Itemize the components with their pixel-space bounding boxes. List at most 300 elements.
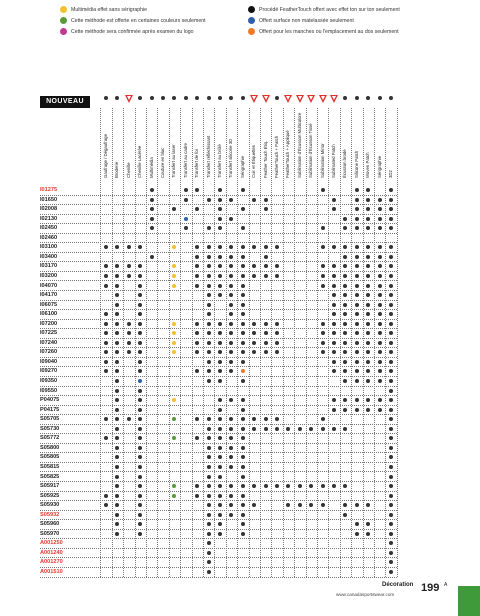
availability-dot [355, 369, 359, 373]
product-code: S05960 [40, 521, 60, 528]
availability-dot [275, 245, 279, 249]
product-code: A001250 [40, 540, 63, 547]
availability-dot [355, 217, 359, 221]
availability-dot [229, 369, 233, 373]
availability-dot [172, 331, 176, 335]
availability-dot [252, 322, 256, 326]
availability-dot [343, 284, 347, 288]
availability-dot [218, 446, 222, 450]
availability-dot [389, 322, 393, 326]
availability-dot [252, 274, 256, 278]
availability-dot [275, 427, 279, 431]
availability-dot [309, 427, 313, 431]
availability-dot [207, 360, 211, 364]
availability-dot [252, 341, 256, 345]
availability-dot [389, 427, 393, 431]
column-header: Transfert silicone 3D [228, 138, 234, 178]
availability-dot [229, 360, 233, 364]
availability-dot [321, 427, 325, 431]
row-divider [40, 500, 397, 501]
availability-dot [241, 446, 245, 450]
availability-dot [389, 475, 393, 479]
availability-dot [343, 331, 347, 335]
availability-dot [241, 484, 245, 488]
row-divider [40, 366, 397, 367]
row-divider [40, 443, 397, 444]
availability-dot [195, 322, 199, 326]
column-marker-dot [161, 96, 165, 100]
availability-dot [366, 255, 370, 259]
availability-dot [172, 284, 176, 288]
availability-dot [343, 379, 347, 383]
availability-dot [218, 484, 222, 488]
availability-dot [378, 350, 382, 354]
availability-dot [378, 264, 382, 268]
availability-dot [366, 350, 370, 354]
availability-dot [207, 455, 211, 459]
availability-dot [378, 284, 382, 288]
availability-dot [150, 198, 154, 202]
availability-dot [241, 503, 245, 507]
availability-dot [366, 360, 370, 364]
column-marker-dot [355, 96, 359, 100]
availability-dot [218, 284, 222, 288]
availability-dot [195, 484, 199, 488]
availability-dot [241, 322, 245, 326]
availability-dot [207, 465, 211, 469]
availability-dot [172, 398, 176, 402]
column-marker-dot [229, 96, 233, 100]
availability-dot [252, 264, 256, 268]
availability-dot [218, 494, 222, 498]
row-divider [40, 280, 397, 281]
new-badge: NOUVEAU [40, 96, 90, 108]
availability-dot [138, 513, 142, 517]
row-divider [40, 338, 397, 339]
availability-dot [115, 398, 119, 402]
availability-dot [275, 341, 279, 345]
availability-dot [195, 207, 199, 211]
availability-dot [218, 226, 222, 230]
availability-dot [218, 522, 222, 526]
column-divider [203, 108, 204, 577]
warning-triangle-icon [296, 95, 304, 103]
column-header: FeatherTouch + Appliqué [285, 130, 291, 178]
product-code: I06075 [40, 301, 58, 308]
availability-dot [104, 503, 108, 507]
availability-dot [138, 312, 142, 316]
availability-dot [343, 513, 347, 517]
availability-dot [389, 513, 393, 517]
availability-dot [389, 417, 393, 421]
column-header: Écusson brodé [342, 149, 348, 178]
availability-dot [252, 484, 256, 488]
availability-dot [389, 303, 393, 307]
availability-dot [321, 350, 325, 354]
availability-dot [218, 350, 222, 354]
column-divider [385, 108, 386, 577]
availability-dot [218, 427, 222, 431]
availability-dot [355, 322, 359, 326]
product-code: I03200 [40, 272, 58, 279]
product-code: I01650 [40, 196, 58, 203]
row-divider [40, 300, 397, 301]
column-divider [283, 108, 284, 577]
availability-dot [127, 350, 131, 354]
availability-dot [389, 398, 393, 402]
row-divider [40, 347, 397, 348]
availability-dot [218, 255, 222, 259]
availability-dot [150, 217, 154, 221]
availability-dot [309, 484, 313, 488]
availability-dot [218, 188, 222, 192]
product-code: S05800 [40, 444, 60, 451]
availability-dot [332, 293, 336, 297]
availability-dot [343, 427, 347, 431]
availability-dot [115, 379, 119, 383]
availability-dot [115, 331, 119, 335]
availability-dot [229, 427, 233, 431]
availability-dot [150, 255, 154, 259]
availability-dot [321, 226, 325, 230]
column-marker-dot [343, 96, 347, 100]
product-code: A001270 [40, 559, 63, 566]
footer-url[interactable]: www.canadasportswear.com [336, 592, 395, 597]
row-divider [40, 462, 397, 463]
row-divider [40, 471, 397, 472]
availability-dot [218, 513, 222, 517]
column-divider [226, 108, 227, 577]
availability-dot [275, 417, 279, 421]
availability-dot [241, 475, 245, 479]
availability-dot [195, 188, 199, 192]
availability-dot [332, 360, 336, 364]
row-divider [40, 452, 397, 453]
product-code: I04170 [40, 292, 58, 299]
availability-dot [207, 532, 211, 536]
availability-dot [138, 284, 142, 288]
availability-dot [241, 255, 245, 259]
availability-dot [218, 408, 222, 412]
availability-dot [172, 494, 176, 498]
availability-dot [207, 331, 211, 335]
product-code: I09270 [40, 368, 58, 375]
availability-dot [366, 217, 370, 221]
availability-dot [343, 408, 347, 412]
availability-dot [378, 217, 382, 221]
availability-dot [207, 570, 211, 574]
availability-dot [207, 379, 211, 383]
column-header: Feather Touch Étiq. [262, 140, 268, 178]
availability-dot [218, 341, 222, 345]
availability-dot [138, 494, 142, 498]
availability-dot [229, 465, 233, 469]
availability-dot [389, 245, 393, 249]
availability-dot [150, 188, 154, 192]
page-letter: A [444, 582, 448, 588]
availability-dot [355, 188, 359, 192]
availability-dot [275, 264, 279, 268]
availability-dot [355, 331, 359, 335]
availability-dot [207, 322, 211, 326]
column-divider [123, 108, 124, 577]
availability-dot [355, 341, 359, 345]
column-divider [112, 108, 113, 577]
availability-dot [104, 322, 108, 326]
availability-dot [218, 264, 222, 268]
availability-dot [241, 398, 245, 402]
availability-dot [115, 360, 119, 364]
availability-dot [218, 503, 222, 507]
availability-dot [115, 427, 119, 431]
availability-dot [366, 207, 370, 211]
column-divider [374, 108, 375, 577]
availability-dot [321, 322, 325, 326]
availability-dot [218, 331, 222, 335]
availability-dot [104, 350, 108, 354]
row-divider [40, 204, 397, 205]
availability-dot [355, 522, 359, 526]
availability-dot [218, 455, 222, 459]
row-divider [40, 290, 397, 291]
availability-dot [207, 274, 211, 278]
availability-dot [104, 331, 108, 335]
availability-dot [309, 503, 313, 507]
warning-triangle-icon [330, 95, 338, 103]
availability-dot [264, 350, 268, 354]
column-header: Multimédia [148, 157, 154, 178]
column-marker-dot [184, 96, 188, 100]
page-number: 199 [421, 582, 440, 594]
availability-dot [138, 436, 142, 440]
availability-dot [275, 484, 279, 488]
availability-dot [218, 217, 222, 221]
availability-dot [264, 255, 268, 259]
column-marker-dot [378, 96, 382, 100]
availability-dot [332, 207, 336, 211]
availability-dot [229, 484, 233, 488]
row-divider [40, 577, 397, 578]
availability-dot [172, 264, 176, 268]
availability-dot [207, 494, 211, 498]
availability-dot [241, 532, 245, 536]
availability-dot [229, 255, 233, 259]
availability-dot [241, 360, 245, 364]
column-header: Sublimated Patch [331, 144, 336, 178]
availability-dot [332, 322, 336, 326]
availability-dot [355, 264, 359, 268]
availability-dot [389, 293, 393, 297]
availability-dot [229, 198, 233, 202]
warning-triangle-icon [319, 95, 327, 103]
availability-dot [172, 484, 176, 488]
availability-dot [138, 245, 142, 249]
availability-dot [332, 484, 336, 488]
column-header: Couture en bloc [160, 147, 165, 178]
availability-dot [172, 350, 176, 354]
availability-dot [264, 484, 268, 488]
availability-dot [207, 446, 211, 450]
availability-dot [207, 284, 211, 288]
availability-dot [355, 503, 359, 507]
availability-dot [172, 322, 176, 326]
row-divider [40, 481, 397, 482]
availability-dot [104, 284, 108, 288]
availability-dot [321, 264, 325, 268]
availability-dot [264, 198, 268, 202]
availability-dot [343, 312, 347, 316]
availability-dot [115, 532, 119, 536]
column-header: 3D2 [388, 170, 393, 178]
availability-dot [229, 264, 233, 268]
availability-dot [366, 226, 370, 230]
availability-dot [104, 494, 108, 498]
availability-dot [355, 226, 359, 230]
column-header: Sérigraphie [239, 156, 245, 178]
column-divider [135, 108, 136, 577]
availability-dot [138, 532, 142, 536]
column-marker-dot [275, 96, 279, 100]
availability-dot [286, 503, 290, 507]
availability-dot [378, 303, 382, 307]
availability-dot [343, 350, 347, 354]
availability-dot [218, 436, 222, 440]
availability-dot [241, 188, 245, 192]
availability-dot [252, 350, 256, 354]
availability-dot [378, 245, 382, 249]
availability-dot [229, 436, 233, 440]
availability-dot [241, 408, 245, 412]
availability-dot [389, 389, 393, 393]
availability-dot [355, 350, 359, 354]
column-divider [237, 108, 238, 577]
availability-dot [138, 293, 142, 297]
availability-dot [366, 198, 370, 202]
availability-dot [264, 417, 268, 421]
availability-dot [195, 494, 199, 498]
product-code: I09350 [40, 378, 58, 384]
availability-dot [241, 284, 245, 288]
availability-dot [172, 436, 176, 440]
availability-dot [355, 274, 359, 278]
availability-dot [115, 417, 119, 421]
availability-dot [366, 245, 370, 249]
row-divider [40, 567, 397, 568]
product-code: I09040 [40, 358, 58, 365]
availability-dot [389, 274, 393, 278]
availability-dot [241, 341, 245, 345]
availability-dot [127, 245, 131, 249]
column-marker-dot [241, 96, 245, 100]
availability-dot [218, 207, 222, 211]
availability-dot [229, 494, 233, 498]
availability-dot [218, 322, 222, 326]
availability-dot [343, 360, 347, 364]
availability-dot [138, 379, 142, 383]
product-code: I03400 [40, 253, 58, 260]
availability-dot [184, 217, 188, 221]
availability-dot [355, 379, 359, 383]
column-divider [214, 108, 215, 577]
availability-dot [389, 360, 393, 364]
availability-dot [138, 455, 142, 459]
row-divider [40, 357, 397, 358]
column-divider [317, 108, 318, 577]
availability-dot [378, 398, 382, 402]
availability-dot [218, 274, 222, 278]
column-header: Sublimation d'Écusson Multicolore [296, 112, 302, 178]
availability-dot [389, 379, 393, 383]
availability-dot [389, 350, 393, 354]
availability-dot [343, 369, 347, 373]
row-divider [40, 309, 397, 310]
availability-dot [218, 465, 222, 469]
row-divider [40, 548, 397, 549]
availability-dot [115, 369, 119, 373]
availability-dot [195, 417, 199, 421]
availability-dot [275, 350, 279, 354]
availability-dot [104, 264, 108, 268]
availability-dot [241, 494, 245, 498]
availability-dot [343, 503, 347, 507]
availability-dot [389, 284, 393, 288]
availability-dot [104, 245, 108, 249]
availability-dot [366, 398, 370, 402]
column-header: Broderie [114, 161, 120, 178]
product-code: I07200 [40, 320, 58, 327]
availability-dot [207, 293, 211, 297]
availability-dot [115, 303, 119, 307]
column-header: Chenille [125, 162, 131, 178]
availability-dot [343, 255, 347, 259]
availability-dot [172, 341, 176, 345]
availability-dot [115, 245, 119, 249]
availability-dot [264, 245, 268, 249]
column-marker-dot [195, 96, 199, 100]
product-code: S05917 [40, 483, 60, 490]
column-divider [169, 108, 170, 577]
availability-dot [207, 427, 211, 431]
availability-dot [115, 436, 119, 440]
availability-dot [138, 341, 142, 345]
availability-dot [389, 484, 393, 488]
column-divider [271, 108, 272, 577]
availability-dot [138, 475, 142, 479]
warning-triangle-icon [250, 95, 258, 103]
availability-dot [184, 188, 188, 192]
column-divider [260, 108, 261, 577]
availability-dot [184, 198, 188, 202]
availability-dot [343, 303, 347, 307]
row-divider [40, 386, 397, 387]
availability-dot [195, 264, 199, 268]
availability-dot [207, 255, 211, 259]
column-marker-dot [218, 96, 222, 100]
availability-dot [389, 255, 393, 259]
availability-dot [321, 284, 325, 288]
availability-dot [366, 284, 370, 288]
availability-dot [366, 322, 370, 326]
availability-dot [104, 417, 108, 421]
availability-dot [378, 379, 382, 383]
row-divider [40, 328, 397, 329]
availability-dot [207, 341, 211, 345]
availability-dot [298, 427, 302, 431]
availability-dot [218, 532, 222, 536]
availability-dot [252, 417, 256, 421]
availability-dot [115, 446, 119, 450]
availability-dot [321, 245, 325, 249]
